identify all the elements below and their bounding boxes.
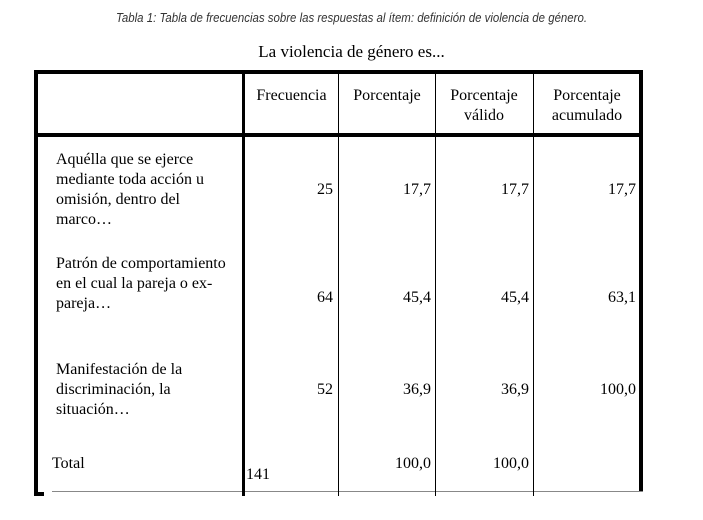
cell-acumulado: 17,7: [608, 181, 636, 198]
column-divider: [435, 70, 436, 496]
table-bottom-corner: [34, 492, 44, 496]
cell-frecuencia: 52: [317, 381, 333, 398]
table-caption: Tabla 1: Tabla de frecuencias sobre las respuestas al ítem: definición de violencia de género.: [115, 10, 588, 25]
cell-frecuencia: 64: [317, 289, 333, 306]
cell-porcentaje: 17,7: [403, 181, 431, 198]
header-frecuencia: Frecuencia: [256, 87, 327, 104]
cell-valido: 36,9: [501, 381, 529, 398]
cell-valido: 17,7: [501, 181, 529, 198]
header-porcentaje-acumulado: Porcentaje acumulado: [551, 87, 623, 124]
frequency-table: [34, 70, 643, 492]
total-porcentaje: 100,0: [395, 455, 431, 472]
total-frecuencia: 141: [246, 466, 270, 483]
cell-acumulado: 100,0: [600, 381, 636, 398]
column-divider: [242, 70, 245, 496]
total-label: Total: [52, 455, 85, 472]
row-label: Manifestación de la discriminación, la situación…: [56, 361, 183, 418]
header-porcentaje: Porcentaje: [353, 87, 421, 104]
column-divider: [533, 70, 534, 496]
cell-porcentaje: 45,4: [403, 289, 431, 306]
table-title: La violencia de género es...: [258, 42, 445, 61]
cell-valido: 45,4: [501, 289, 529, 306]
total-valido: 100,0: [493, 455, 529, 472]
row-label: Aquélla que se ejerce mediante toda acción u omisión, dentro del marco…: [56, 151, 204, 228]
header-porcentaje-valido: Porcentaje válido: [450, 87, 518, 124]
table-bottom-border: [52, 491, 643, 492]
column-divider: [338, 70, 339, 496]
row-label: Patrón de comportamiento en el cual la pareja o ex-pareja…: [56, 255, 226, 312]
cell-acumulado: 63,1: [608, 289, 636, 306]
cell-frecuencia: 25: [317, 181, 333, 198]
cell-porcentaje: 36,9: [403, 381, 431, 398]
